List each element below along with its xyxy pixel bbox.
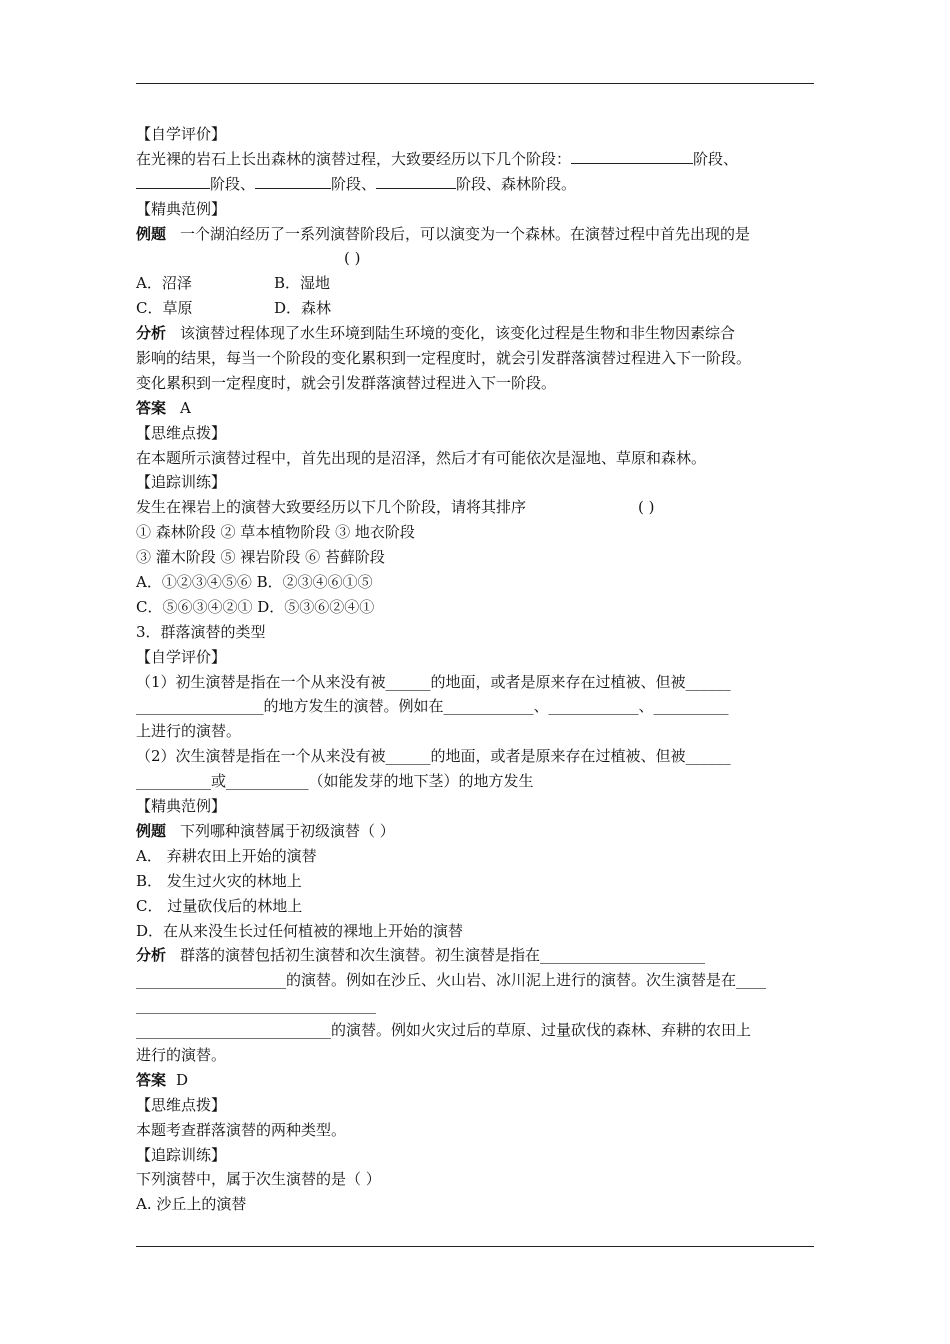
option-list: ③ 灌木阶段 ⑤ 裸岩阶段 ⑥ 苔藓阶段: [136, 548, 385, 567]
question-text: 一个湖泊经历了一系列演替阶段后，可以演变为一个森林。在演替过程中首先出现的是: [180, 224, 751, 243]
option-b: B．湿地: [274, 274, 331, 293]
analysis-label: 分析: [136, 324, 167, 343]
analysis-text: 影响的结果，每当一个阶段的变化累积到一定程度时，就会引发群落演替过程进入下一阶段。: [136, 349, 752, 368]
choice-options: C．⑤⑥③④②① D．⑤③⑥②④①: [136, 597, 375, 616]
blank-fill: __________________________: [136, 1021, 331, 1040]
paragraph-text: 本题考查群落演替的两种类型。: [136, 1120, 347, 1139]
blank-fill: ____________: [548, 697, 639, 716]
blank-line: [255, 172, 331, 189]
section-heading: 【思维点拨】: [136, 423, 227, 442]
section-heading: 【自学评价】: [136, 647, 227, 666]
option-c: C． 过量砍伐后的林地上: [136, 896, 303, 915]
section-heading: 【精典范例】: [136, 199, 227, 218]
blank-fill: ________________________________: [136, 996, 376, 1015]
analysis-text: 的演替。例如在沙丘、火山岩、冰川泥上进行的演替。次生演替是在: [286, 971, 737, 990]
analysis-text: 群落的演替包括初生演替和次生演替。初生演替是指在: [180, 946, 541, 965]
answer-bracket: ( ): [344, 249, 361, 268]
option-d: D．森林: [274, 299, 332, 318]
blank-fill: ______________________: [540, 946, 706, 965]
question-text: 下列哪种演替属于初级演替（ ）: [180, 821, 395, 840]
blank-fill: ______: [385, 672, 431, 691]
subsection-title: 3．群落演替的类型: [136, 622, 266, 641]
answer-label: 答案: [136, 398, 167, 417]
answer-value: A: [180, 398, 191, 417]
example-label: 例题: [136, 821, 167, 840]
blank-fill: ______: [685, 672, 731, 691]
option-a: A. 沙丘上的演替: [136, 1195, 247, 1214]
paragraph-text: 在本题所示演替过程中，首先出现的是沼泽，然后才有可能依次是湿地、草原和森林。: [136, 448, 707, 467]
analysis-label: 分析: [136, 946, 167, 965]
option-d: D．在从来没生长过任何植被的裸地上开始的演替: [136, 921, 464, 940]
answer-bracket: ( ): [638, 498, 655, 517]
section-heading: 【思维点拨】: [136, 1095, 227, 1114]
analysis-text: 的演替。例如火灾过后的草原、过量砍伐的森林、弃耕的农田上: [331, 1021, 752, 1040]
blank-line: [136, 172, 210, 189]
document-body: 【自学评价】 在光裸的岩石上长出森林的演替过程，大致要经历以下几个阶段： 阶段、 阶段、 阶段、 阶段、森林阶段。 【精典范例】 例题 一个湖泊经历了一系列演替阶段后，可以演变为一个森林。在演替过程中首先出现的是 ( ) A．沼泽 B．湿地 C．草原 D．森林 分析 该演替过程体现了水生环境到陆生环境的变化，该变化过程是生物和非生物因素综合 影响的结果，每当一个阶段的变化累积到一定程度时，就会引发群落演替过程进入下一阶段。 变化累积到一定程度时，就会引发群落演替过程进入下一阶段。 答案 A 【思维点拨】 在本题所示演替过程中，首先出现的是沼泽，然后才有可能依次是湿地、草原和森林。 【追踪训练】 发生在裸岩上的演替大致要经历以下几个阶段，请将其排序 ( ) ① 森林阶段 ② 草本植物阶段 ③ 地衣阶段 ③ 灌木阶段 ⑤ 裸岩阶段 ⑥ 苔藓阶段 A．①②③④⑤⑥ B．②③④⑥①⑤ C．⑤⑥③④②① D．⑤③⑥②④① 3．群落演替的类型 【自学评价】 （1）初生演替是指在一个从来没有被______的地面，或者是原来存在过植被、但被______ _________________的地方发生的演替。例如在____________、____________、__________ 上进行的演替。 （2）次生演替是指在一个从来没有被______的地面，或者是原来存在过植被、但被______ __________或___________（如能发芽的地下茎）的地方发生 【精典范例】 例题 下列哪种演替属于初级演替（ ） A． 弃耕农田上开始的演替 B． 发生过火灾的林地上 C． 过量砍伐后的林地上 D．在从来没生长过任何植被的裸地上开始的演替 分析 群落的演替包括初生演替和次生演替。初生演替是指在______________________ ____________________的演替。例如在沙丘、火山岩、冰川泥上进行的演替。次生演替是在____ ________________________________ __________________________的演替。例如火灾过后的草原、过量砍伐的森林、弃耕的农田上 进行的演替。 答案 D 【思维点拨】 本题考查群落演替的两种类型。 【追踪训练】 下列演替中，属于次生演替的是（ ） A. 沙丘上的演替: [136, 122, 816, 1217]
blank-fill: ___________: [226, 772, 309, 791]
header-rule: [136, 83, 814, 84]
option-a: A．沼泽: [136, 274, 192, 293]
option-list: ① 森林阶段 ② 草本植物阶段 ③ 地衣阶段: [136, 523, 415, 542]
answer-label: 答案: [136, 1070, 167, 1089]
blank-fill: ______: [685, 747, 731, 766]
blank-fill: ______: [385, 747, 431, 766]
blank-fill: ____________________: [136, 971, 286, 990]
example-label: 例题: [136, 224, 167, 243]
paragraph-text: 上进行的演替。: [136, 722, 242, 741]
footer-rule: [136, 1246, 814, 1247]
section-heading: 【精典范例】: [136, 797, 227, 816]
paragraph-text: （2）次生演替是指在一个从来没有被: [136, 747, 386, 766]
paragraph-text: （1）初生演替是指在一个从来没有被: [136, 672, 386, 691]
answer-value: D: [176, 1070, 189, 1089]
blank-fill: _________________: [136, 697, 264, 716]
analysis-text: 该演替过程体现了水生环境到陆生环境的变化，该变化过程是生物和非生物因素综合: [180, 324, 736, 343]
choice-options: A．①②③④⑤⑥ B．②③④⑥①⑤: [136, 573, 373, 592]
blank-fill: __________: [136, 772, 211, 791]
blank-line: [571, 147, 693, 164]
blank-fill: __________: [653, 697, 729, 716]
blank-line: [376, 172, 456, 189]
question-text: 发生在裸岩上的演替大致要经历以下几个阶段，请将其排序: [136, 498, 527, 517]
question-text: 下列演替中，属于次生演替的是（ ）: [136, 1170, 381, 1189]
section-heading: 【追踪训练】: [136, 1145, 227, 1164]
option-c: C．草原: [136, 299, 193, 318]
section-heading: 【追踪训练】: [136, 473, 227, 492]
analysis-text: 进行的演替。: [136, 1045, 227, 1064]
section-heading: 【自学评价】: [136, 125, 227, 143]
analysis-text: 变化累积到一定程度时，就会引发群落演替过程进入下一阶段。: [136, 373, 557, 392]
blank-fill: ____________: [443, 697, 534, 716]
blank-fill: ____: [736, 971, 767, 990]
paragraph-text: 在光裸的岩石上长出森林的演替过程，大致要经历以下几个阶段：: [136, 149, 572, 168]
option-a: A． 弃耕农田上开始的演替: [136, 846, 317, 865]
option-b: B． 发生过火灾的林地上: [136, 871, 302, 890]
